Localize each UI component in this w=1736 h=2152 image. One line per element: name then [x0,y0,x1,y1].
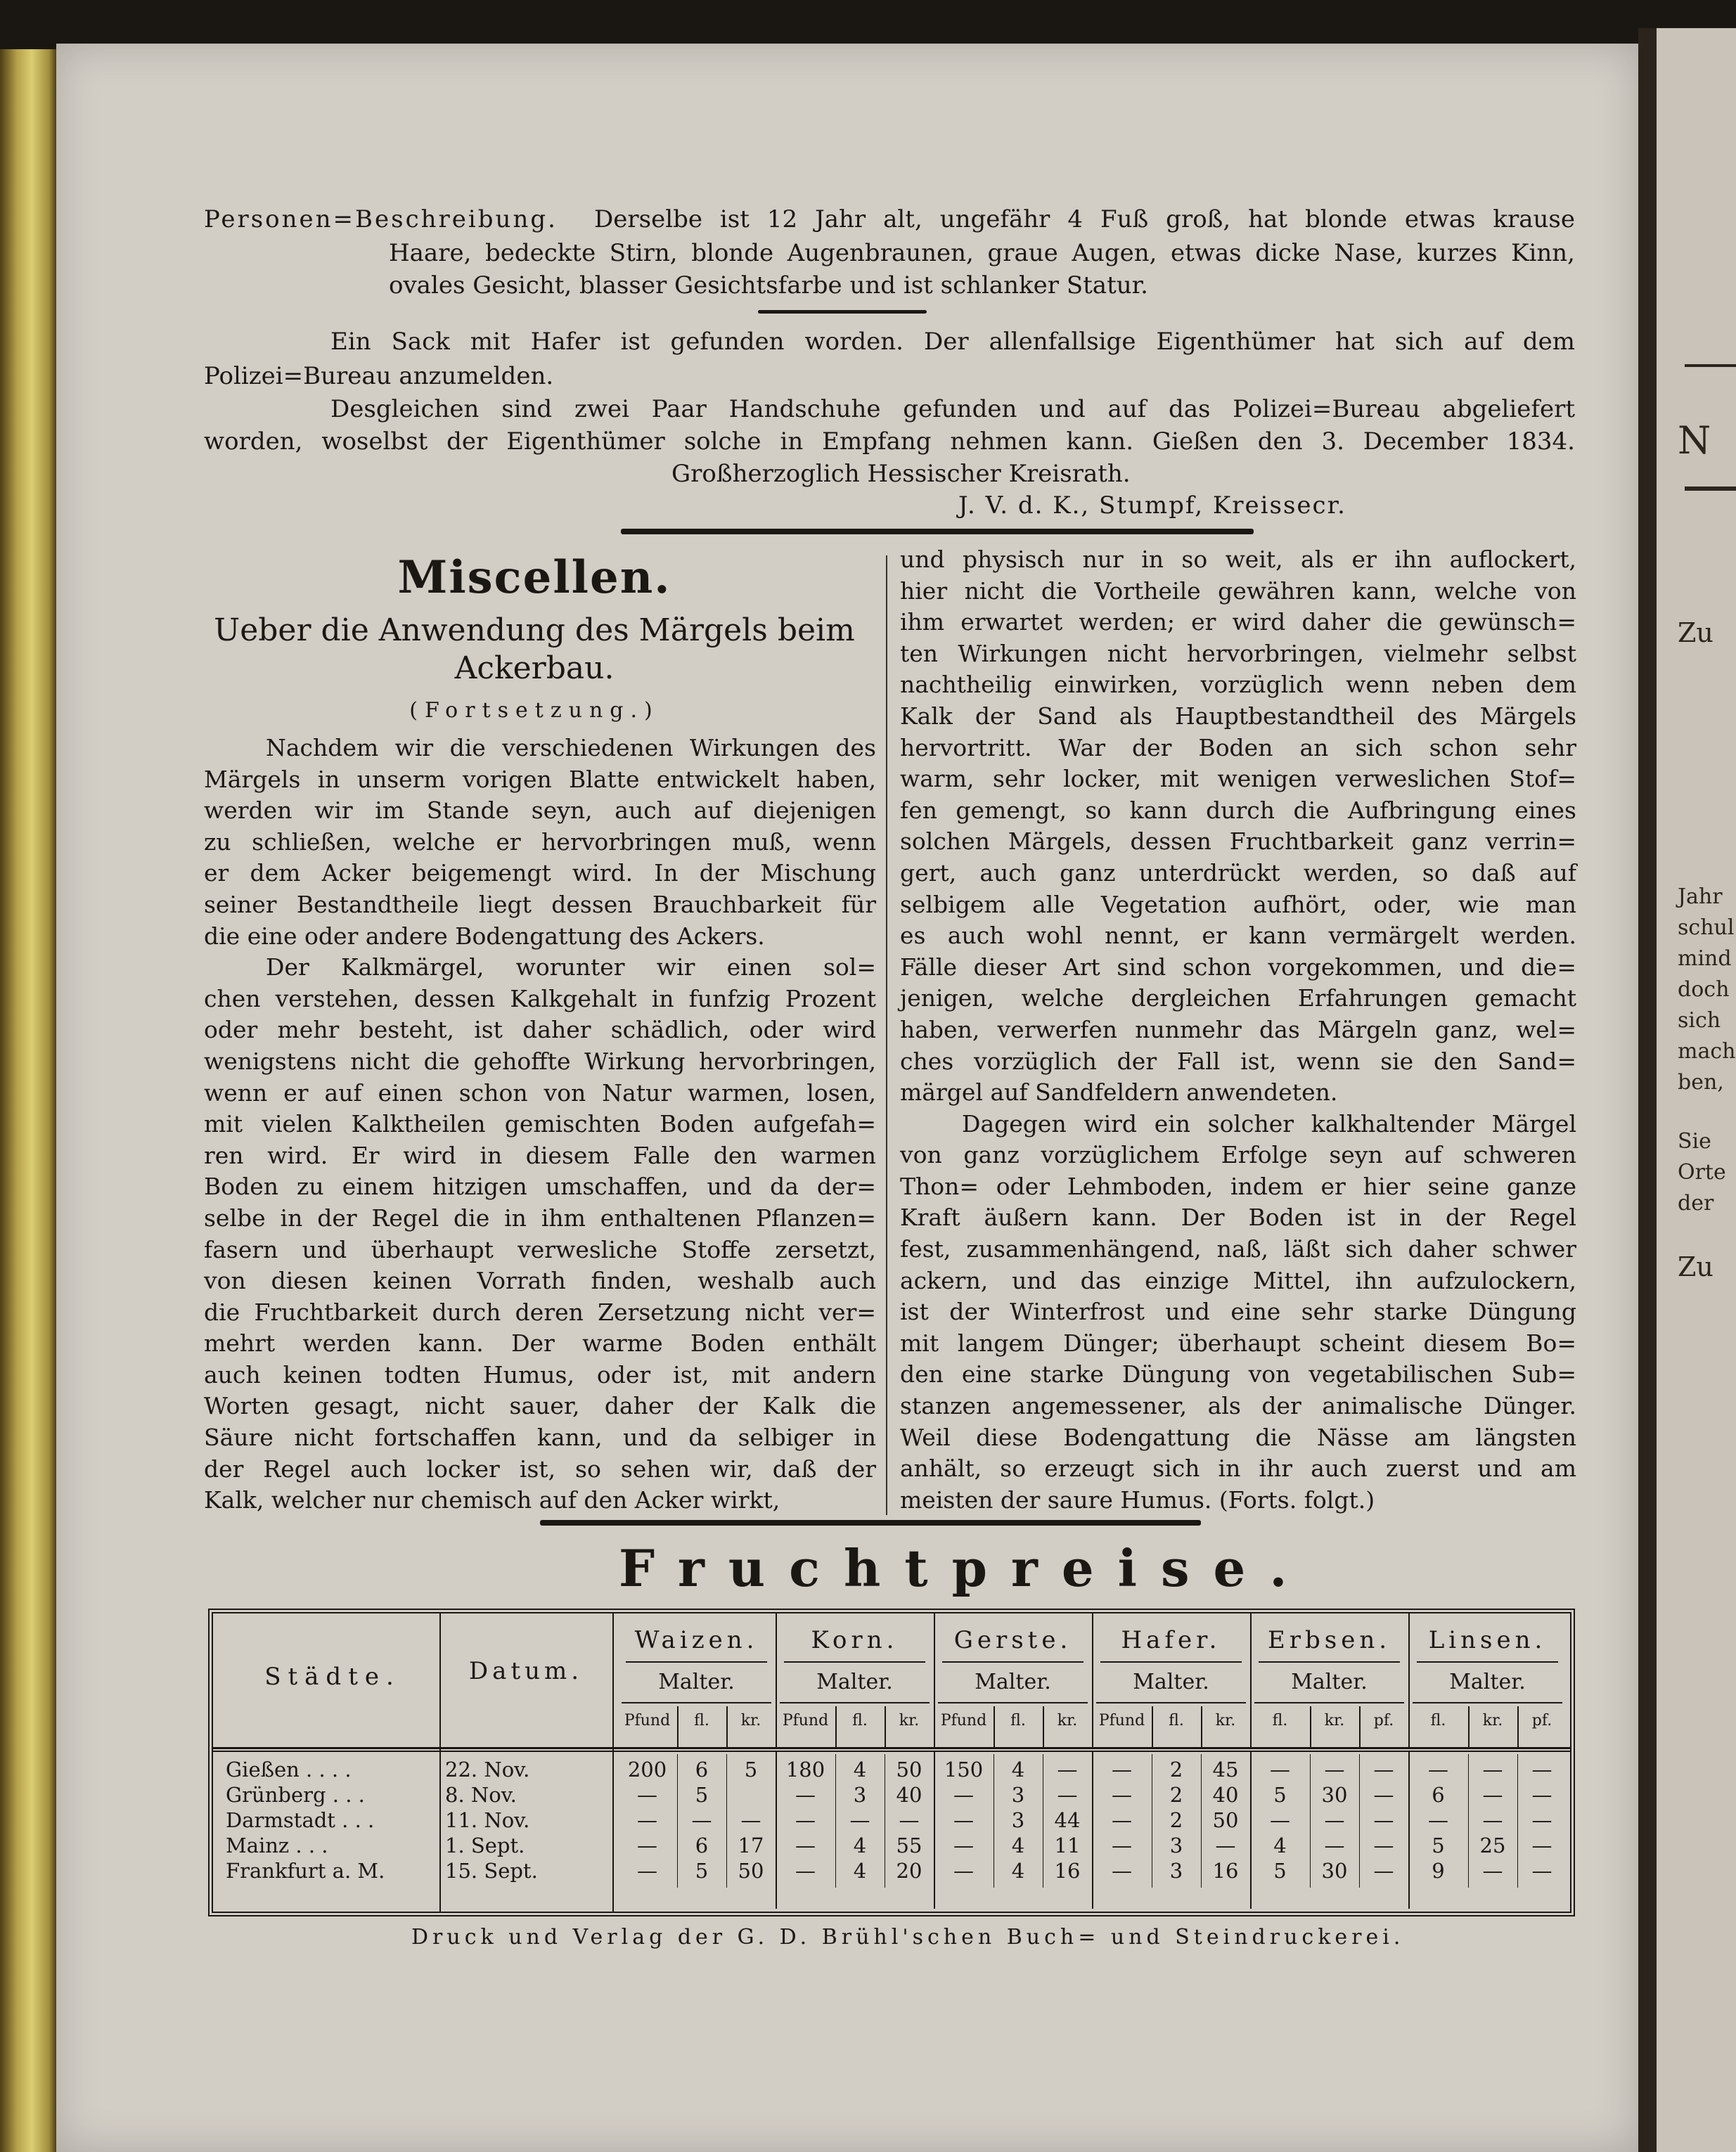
subunit-header: kr. [1324,1712,1345,1729]
price-value: 2 [1169,1808,1183,1832]
subunit-header: Pfund [1098,1712,1145,1729]
unit-header: Malter. [975,1670,1051,1694]
adjacent-fragment: der [1678,1191,1714,1216]
subunit-header: kr. [1057,1712,1078,1729]
price-value: 5 [1273,1859,1287,1883]
description-line: Derselbe ist 12 Jahr alt, ungefähr 4 Fuß groß, hat blonde etwas krause [594,205,1575,233]
article-line: fest, zusammenhängend, naß, läßt sich daher schwer [900,1235,1576,1263]
city-name: Darmstadt . . . [226,1808,375,1832]
adjacent-fragment: doch [1678,977,1730,1002]
table-divider [1201,1754,1202,1888]
price-value: — [1112,1808,1132,1832]
column-header-cities: Städte. [264,1663,401,1691]
table-divider [612,1613,614,1912]
article-line: hier nicht die Vortheile gewähren kann, welche von [900,576,1576,605]
section-rule [621,529,1254,534]
table-divider [1310,1754,1311,1888]
grain-header: Korn. [811,1626,899,1654]
unit-header: Malter. [1291,1670,1368,1694]
price-value: 5 [695,1783,709,1807]
article-line: ackern, und das einzige Mittel, ihn aufzulockern, [900,1266,1576,1294]
table-divider [784,1661,925,1663]
price-value: — [1531,1783,1552,1807]
unit-header: Malter. [1449,1670,1526,1694]
adjacent-fragment: ben, [1678,1070,1724,1095]
price-value: — [1373,1758,1394,1781]
article-line: stanzen angemessener, als der animalische Dünger. [900,1392,1576,1420]
subunit-header: kr. [740,1712,761,1729]
article-line: Nachdem wir die verschiedenen Wirkungen des [266,734,876,761]
table-divider [726,1754,727,1888]
table-divider [1468,1706,1470,1747]
article-line: er dem Acker beigemengt wird. In der Mischung [204,859,876,887]
price-value: 9 [1432,1859,1445,1883]
price-value: — [1531,1859,1552,1883]
price-value: — [795,1859,816,1883]
unit-header: Malter. [816,1670,893,1694]
adjacent-fragment: Zu [1678,1251,1714,1282]
article-line: selbigem alle Vegetation aufhört, oder, wie man [900,890,1576,918]
subunit-header: kr. [899,1712,920,1729]
article-line: oder mehr besteht, ist daher schädlich, oder wird [204,1016,876,1044]
article-line: zu schließen, welche er hervorbringen muß, wenn [204,827,876,856]
article-line: den eine starke Düngung von vegetabilischen Sub= [900,1360,1576,1389]
price-value: 4 [853,1859,867,1883]
signature-names: J. V. d. K., Stumpf, Kreissecr. [958,491,1346,520]
imprint-line: Druck und Verlag der G. D. Brühl'schen Buch= und Steindruckerei. [411,1925,1405,1950]
adjacent-fragment: schul [1678,915,1735,940]
price-value: — [1324,1758,1345,1781]
article-line: werden wir im Stande seyn, auch auf diejenigen [204,797,876,825]
table-divider [776,1751,777,1909]
table-divider [1517,1706,1519,1747]
table-divider [934,1751,935,1909]
price-value: 30 [1321,1859,1348,1883]
article-line: selbe in der Regel die in ihm enthaltenen Pflanzen= [204,1204,876,1232]
article-line: haben, verwerfen nunmehr das Märgeln ganz, wel= [900,1015,1576,1043]
article-line: meisten der saure Humus. (Forts. folgt.) [900,1486,1375,1514]
article-line: chen verstehen, dessen Kalkgehalt in funfzig Prozent [204,984,876,1012]
price-value: 4 [1011,1834,1025,1857]
article-line: es auch wohl nennt, er kann vermärgelt werden. [900,922,1576,950]
price-value: — [1270,1808,1290,1832]
price-value: — [953,1783,974,1807]
price-value: — [637,1808,657,1832]
price-value: 3 [1011,1783,1025,1807]
table-divider [1096,1702,1246,1703]
price-value: 6 [695,1834,709,1857]
price-date: 11. Nov. [445,1808,530,1832]
price-value: — [1482,1783,1503,1807]
price-value: 3 [1011,1808,1025,1832]
adjacent-fragment: Orte [1678,1160,1726,1185]
article-line: ches vorzüglich der Fall ist, wenn sie den Sand= [900,1047,1576,1075]
table-divider [942,1661,1084,1663]
article-line: seiner Bestandtheile liegt dessen Brauchbarkeit für [204,890,876,918]
article-line: fasern und überhaupt verwesliche Stoffe zersetzt, [204,1235,876,1263]
price-value: 16 [1212,1859,1239,1883]
article-line: auch keinen todten Humus, oder ist, mit andern [204,1360,876,1389]
adjacent-rule [1685,487,1736,491]
found-notice-line: Desgleichen sind zwei Paar Handschuhe gefunden und auf das Polizei=Bureau abgeliefert [330,395,1575,423]
price-value: 45 [1212,1758,1239,1781]
article-line: ren wird. Er wird in diesem Falle den warmen [204,1141,876,1169]
table-divider [626,1661,767,1663]
price-value: 20 [896,1859,922,1883]
table-divider [1201,1706,1202,1747]
adjacent-fragment: Zu [1678,617,1714,648]
price-value: — [1057,1783,1078,1807]
price-value: 150 [944,1758,984,1781]
price-value: — [637,1834,657,1857]
unit-header: Malter. [658,1670,735,1694]
article-line: nachtheilig einwirken, vorzüglich wenn neben dem [900,671,1576,699]
prices-title: Fruchtpreise. [619,1538,1311,1598]
subunit-header: Pfund [940,1712,987,1729]
table-divider [1408,1751,1410,1909]
price-value: — [1531,1758,1552,1781]
subunit-header: fl. [694,1712,709,1729]
price-value: 180 [785,1758,825,1781]
adjacent-fragment: Sie [1678,1129,1711,1154]
price-value: — [1112,1859,1132,1883]
article-line: ihm erwartet werden; er wird daher die gewünsch= [900,608,1576,636]
article-line: Dagegen wird ein solcher kalkhaltender Märgel [962,1109,1576,1138]
table-divider [1359,1754,1360,1888]
section-rule [540,1520,1201,1526]
city-name: Frankfurt a. M. [226,1859,385,1883]
price-value: — [1428,1808,1448,1832]
price-value: — [795,1834,816,1857]
price-value: 50 [896,1758,922,1781]
price-value: — [1531,1834,1552,1857]
grain-header: Linsen. [1428,1626,1547,1654]
grain-header: Hafer. [1121,1626,1221,1654]
price-value: — [899,1808,920,1832]
article-line: Märgels in unserm vorigen Blatte entwickelt haben, [204,765,876,793]
article-line: warm, sehr locker, mit wenigen verweslichen Stof= [900,765,1576,793]
table-divider [1250,1751,1252,1909]
city-name: Grünberg . . . [226,1783,365,1807]
subunit-header: Pfund [624,1712,671,1729]
table-divider [780,1702,930,1703]
price-value: 17 [738,1834,764,1857]
article-line: Säure nicht fortschaffen kann, und da selbiger in [204,1424,876,1452]
price-value: — [691,1808,712,1832]
article-line: Kalk der Sand als Hauptbestandtheil des Märgels [900,702,1576,730]
adjacent-rule [1685,364,1736,367]
table-divider [1152,1706,1153,1747]
price-value: — [953,1834,974,1857]
article-line: die Fruchtbarkeit durch deren Zersetzung nicht ver= [204,1298,876,1326]
article-line: der Regel auch locker ist, so sehen wir, daß der [204,1455,876,1483]
found-notice-line: Ein Sack mit Hafer ist gefunden worden. Der allenfallsige Eigenthümer hat sich auf dem [330,328,1575,356]
price-value: 40 [1212,1783,1239,1807]
price-value: — [1112,1758,1132,1781]
table-divider [677,1754,678,1888]
price-value: — [795,1808,816,1832]
price-value: — [1373,1859,1394,1883]
article-line: mehrt werden kann. Der warme Boden enthält [204,1329,876,1358]
subunit-header: fl. [1272,1712,1288,1729]
article-line: von ganz vorzüglichem Erfolge seyn auf schweren [900,1141,1576,1169]
price-value: — [1531,1808,1552,1832]
price-value: — [1482,1859,1503,1883]
article-line: Weil diese Bodengattung die Nässe am längsten [900,1423,1576,1451]
price-value: 2 [1169,1758,1183,1781]
table-divider [835,1754,836,1888]
article-line: gert, auch ganz unterdrückt werden, so daß auf [900,858,1576,887]
price-date: 22. Nov. [445,1758,530,1781]
price-value: 3 [853,1783,867,1807]
price-value: 40 [896,1783,922,1807]
table-divider [1413,1702,1562,1703]
column-header-date: Datum. [468,1657,584,1685]
price-value: — [953,1808,974,1832]
city-name: Mainz . . . [226,1834,328,1857]
price-value: 4 [1273,1834,1287,1857]
table-divider [213,1751,1570,1752]
grain-header: Waizen. [634,1626,759,1654]
article-line: mit vielen Kalktheilen gemischten Boden aufgefah= [204,1110,876,1138]
section-title: Miscellen. [397,551,671,604]
price-value: — [849,1808,870,1832]
price-value: — [1324,1808,1345,1832]
book-gilt-edge [0,49,58,2152]
price-value: — [1373,1834,1394,1857]
grain-header: Erbsen. [1267,1626,1391,1654]
article-line: Worten gesagt, nicht sauer, daher der Kalk die [204,1392,876,1420]
subunit-header: kr. [1482,1712,1503,1729]
continuation-note: (Fortsetzung.) [409,698,660,723]
adjacent-fragment: mind [1678,946,1732,971]
article-line: Thon= oder Lehmboden, indem er hier seine ganze [900,1172,1576,1200]
table-divider [1359,1706,1361,1747]
grain-price-table [208,1609,1575,1916]
found-notice-line: Polizei=Bureau anzumelden. [204,362,554,390]
description-label: Personen=Beschreibung. [204,205,558,233]
adjacent-fragment: sich [1678,1008,1721,1033]
price-date: 15. Sept. [445,1859,538,1883]
article-line: von diesen keinen Vorrath finden, weshalb auch [204,1267,876,1295]
price-value: — [1112,1834,1132,1857]
adjacent-page-strip [1638,28,1736,2152]
price-value: — [1270,1758,1290,1781]
price-value: 3 [1169,1834,1183,1857]
article-line: solchen Märgels, dessen Fruchtbarkeit ganz verrin= [900,827,1576,856]
price-value: 2 [1169,1783,1183,1807]
table-divider [213,1747,1570,1749]
article-line: fen gemengt, so kann durch die Aufbringung eines [900,796,1576,824]
left-column-text [204,733,876,1516]
article-line: Kalk, welcher nur chemisch auf den Acker wirkt, [204,1486,780,1514]
table-divider [835,1706,837,1747]
separator-rule [758,310,927,314]
price-value: — [1428,1758,1448,1781]
price-value: 6 [1432,1783,1445,1807]
article-left-column [204,550,865,728]
grain-header: Gerste. [953,1626,1072,1654]
price-value: — [1373,1783,1394,1807]
right-column-text [900,544,1576,1516]
table-divider [1092,1751,1093,1909]
price-value: 4 [853,1834,867,1857]
table-divider [1468,1754,1469,1888]
table-divider [994,1706,995,1747]
table-divider [1310,1706,1311,1747]
description-line: Haare, bedeckte Stirn, blonde Augenbraunen, graue Augen, etwas dicke Nase, kurzes Kinn, [389,239,1575,267]
subunit-header: Pfund [782,1712,829,1729]
subunit-header: pf. [1531,1712,1552,1729]
price-value: 4 [1011,1859,1025,1883]
price-value: 5 [744,1758,758,1781]
price-value: 16 [1054,1859,1081,1883]
price-value: 55 [896,1834,922,1857]
price-value: 6 [695,1758,709,1781]
table-divider [439,1613,441,1912]
table-divider [1043,1706,1044,1747]
price-value: — [1482,1808,1503,1832]
subunit-header: fl. [1430,1712,1446,1729]
price-value: 3 [1169,1859,1183,1883]
table-divider [1259,1661,1400,1663]
subunit-header: kr. [1215,1712,1236,1729]
price-value: — [1324,1834,1345,1857]
price-value: 4 [853,1758,867,1781]
price-value: 5 [695,1859,709,1883]
city-name: Gießen . . . . [226,1758,352,1781]
article-line: Der Kalkmärgel, worunter wir einen sol= [266,953,876,981]
price-value: 50 [1212,1808,1239,1832]
article-line: märgel auf Sandfeldern anwendeten. [900,1078,1338,1107]
subunit-header: fl. [852,1712,868,1729]
price-value: 4 [1011,1758,1025,1781]
price-value: — [740,1808,761,1832]
article-line: anhält, so erzeugt sich in ihr auch zuerst und am [900,1455,1576,1483]
price-value: 50 [738,1859,764,1883]
price-value: — [1057,1758,1078,1781]
found-notice-line: worden, woselbst der Eigenthümer solche in Empfang nehmen kann. Gießen den 3. December 1834. [204,427,1575,456]
adjacent-fragment: Jahr [1678,884,1723,909]
table-divider [885,1706,886,1747]
subunit-header: pf. [1373,1712,1394,1729]
price-value: 30 [1321,1783,1348,1807]
table-divider [1517,1754,1518,1888]
price-value: — [1112,1783,1132,1807]
article-headline: Ackerbau. [454,650,615,686]
table-divider [677,1706,679,1747]
article-line: hervortritt. War der Boden an sich schon sehr [900,733,1576,761]
article-line: Boden zu einem hitzigen umschaffen, und da der= [204,1173,876,1201]
column-divider [886,555,887,1515]
subunit-header: fl. [1169,1712,1184,1729]
article-line: mit langem Dünger; überhaupt scheint diesem Bo= [900,1329,1576,1357]
table-divider [726,1706,728,1747]
price-value: 44 [1054,1808,1081,1832]
price-value: — [795,1783,816,1807]
price-value: 25 [1479,1834,1506,1857]
article-line: Fälle dieser Art sind schon vorgekommen, und die= [900,953,1576,981]
price-value: 5 [1273,1783,1287,1807]
article-headline: Ueber die Anwendung des Märgels beim [214,612,855,648]
article-line: und physisch nur in so weit, als er ihn auflockert, [900,546,1576,573]
price-value: 5 [1432,1834,1445,1857]
price-value: — [953,1859,974,1883]
price-value: — [1373,1808,1394,1832]
article-line: die eine oder andere Bodengattung des Ackers. [204,922,765,950]
table-divider [938,1702,1088,1703]
article-line: ist der Winterfrost und eine sehr starke Düngung [900,1298,1576,1326]
table-divider [622,1702,771,1703]
price-date: 8. Nov. [445,1783,517,1807]
table-divider [1417,1661,1558,1663]
price-value: 200 [627,1758,667,1781]
article-line: ten Wirkungen nicht hervorbringen, vielmehr selbst [900,639,1576,667]
subunit-header: fl. [1010,1712,1026,1729]
signature-office: Großherzoglich Hessischer Kreisrath. [671,460,1131,488]
article-line: wenn er auf einen schon von Natur warmen, losen, [204,1078,876,1107]
price-value: — [1482,1758,1503,1781]
unit-header: Malter. [1133,1670,1209,1694]
price-value: — [637,1859,657,1883]
price-date: 1. Sept. [445,1834,525,1857]
article-line: Kraft äußern kann. Der Boden ist in der Regel [900,1204,1576,1232]
price-value: 11 [1054,1834,1081,1857]
price-value: — [1215,1834,1236,1857]
adjacent-fragment: N [1678,418,1711,463]
table-divider [1254,1702,1404,1703]
article-line: wenigstens nicht die gehoffte Wirkung hervorbringen, [204,1047,876,1075]
adjacent-fragment: mach [1678,1039,1736,1064]
price-value: — [637,1783,657,1807]
description-line: ovales Gesicht, blasser Gesichtsfarbe und ist schlanker Statur. [389,271,1148,299]
table-divider [1100,1661,1242,1663]
article-line: jenigen, welche dergleichen Erfahrungen gemacht [900,984,1576,1012]
